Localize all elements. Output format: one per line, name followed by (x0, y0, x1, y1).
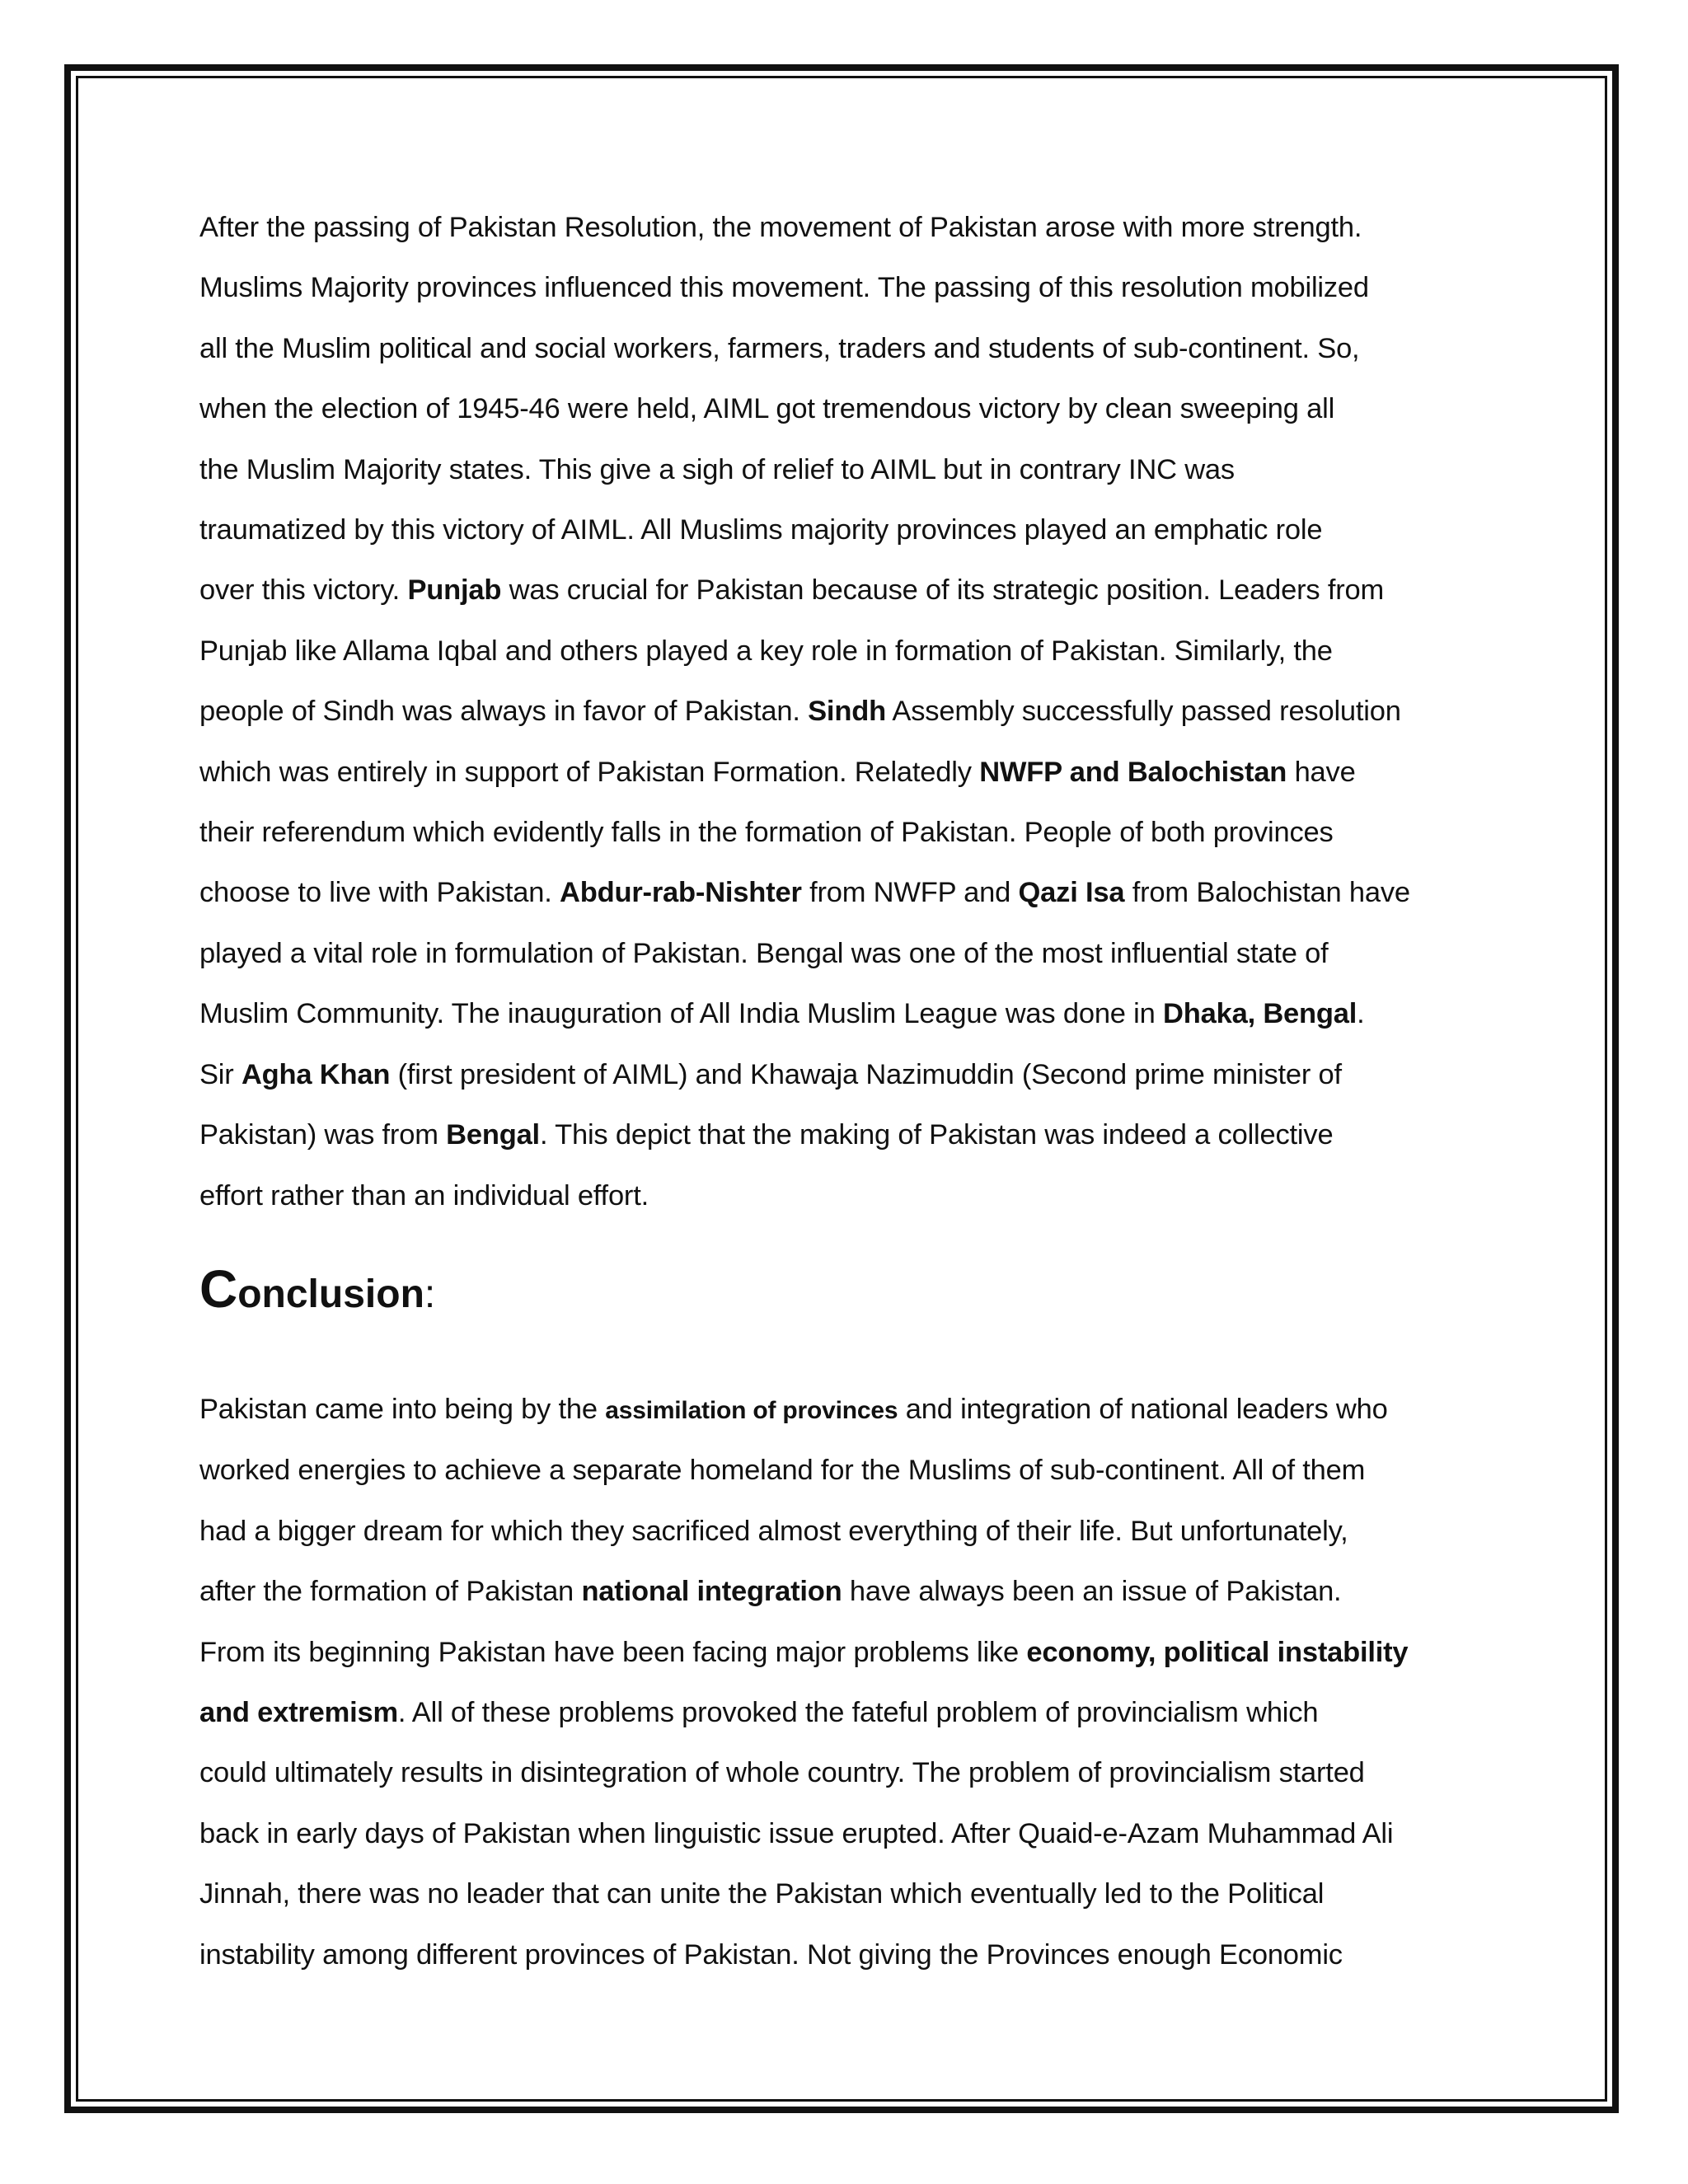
text-line (199, 1166, 1502, 1226)
text-line (199, 560, 1502, 621)
text-run: traumatized by this victory of AIML. All Muslims majority provinces played an emphatic role (199, 514, 1323, 546)
heading-initial: C (199, 1258, 238, 1319)
text-line (199, 319, 1502, 379)
text-line (199, 1045, 1502, 1105)
text-line (199, 682, 1502, 742)
text-run: Pakistan came into being by the (199, 1393, 606, 1425)
text-run: their referendum which evidently falls in the formation of Pakistan. People of both provinces (199, 817, 1334, 849)
paragraph-conclusion (199, 1380, 1502, 1985)
text-run: played a vital role in formulation of Pakistan. Bengal was one of the most influential state of (199, 937, 1329, 969)
text-line (199, 1380, 1502, 1441)
text-run: Sir (199, 1058, 241, 1090)
text-run: was crucial for Pakistan because of its strategic position. Leaders from (501, 574, 1385, 607)
text-run: From its beginning Pakistan have been facing major problems like (199, 1636, 1027, 1668)
text-line (199, 1743, 1502, 1803)
text-line (199, 924, 1502, 984)
conclusion-heading (199, 1256, 1502, 1355)
text-run: when the election of 1945-46 were held, AIML got tremendous victory by clean sweeping all (199, 393, 1335, 425)
document-content (199, 198, 1502, 1985)
text-line (199, 198, 1502, 258)
bold-phrase: Bengal (446, 1119, 540, 1151)
bold-phrase: and extremism (199, 1696, 398, 1728)
text-run: all the Muslim political and social workers, farmers, traders and students of sub-continent. So, (199, 332, 1360, 364)
text-line (199, 258, 1502, 318)
text-line (199, 1864, 1502, 1924)
text-run: have (1287, 756, 1356, 788)
bold-phrase: Dhaka, Bengal (1163, 998, 1357, 1030)
text-line (199, 803, 1502, 863)
bold-phrase: Qazi Isa (1018, 877, 1125, 909)
text-line (199, 379, 1502, 439)
text-run: from Balochistan have (1124, 877, 1410, 909)
bold-phrase: economy, political instability (1026, 1636, 1409, 1668)
text-line (199, 1441, 1502, 1501)
text-run: Punjab like Allama Iqbal and others played a key role in formation of Pakistan. Similarly, the (199, 635, 1333, 667)
text-run: Muslim Community. The inauguration of All India Muslim League was done in (199, 998, 1164, 1030)
text-run: could ultimately results in disintegration of whole country. The problem of provincialism started (199, 1757, 1365, 1789)
text-run: . This depict that the making of Pakistan was indeed a collective (539, 1119, 1334, 1151)
text-run: After the passing of Pakistan Resolution, the movement of Pakistan arose with more strength. (199, 212, 1362, 243)
bold-phrase: Agha Khan (241, 1058, 391, 1090)
bold-phrase: NWFP and Balochistan (979, 756, 1287, 788)
paragraph-provinces-role (199, 198, 1502, 1226)
bold-phrase: Abdur-rab-Nishter (559, 877, 802, 909)
text-run: over this victory. (199, 574, 408, 607)
text-line (199, 984, 1502, 1044)
text-run: instability among different provinces of Pakistan. Not giving the Provinces enough Economic (199, 1938, 1343, 1971)
text-run: (first president of AIML) and Khawaja Nazimuddin (Second prime minister of (390, 1058, 1342, 1090)
bold-phrase: Punjab (407, 574, 502, 607)
text-line (199, 1562, 1502, 1622)
text-run: Pakistan) was from (199, 1119, 447, 1151)
text-line (199, 1623, 1502, 1683)
text-run: after the formation of Pakistan (199, 1576, 582, 1608)
text-run: the Muslim Majority states. This give a sigh of relief to AIML but in contrary INC was (199, 453, 1235, 485)
bold-phrase: national integration (581, 1576, 842, 1608)
text-line (199, 1804, 1502, 1864)
text-run: had a bigger dream for which they sacrificed almost everything of their life. But unfortunately, (199, 1515, 1348, 1547)
text-run: effort rather than an individual effort. (199, 1179, 649, 1212)
text-run: choose to live with Pakistan. (199, 877, 560, 909)
heading-colon: : (424, 1272, 436, 1316)
text-run: Muslims Majority provinces influenced this movement. The passing of this resolution mobilized (199, 272, 1369, 304)
text-run: worked energies to achieve a separate homeland for the Muslims of sub-continent. All of them (199, 1455, 1366, 1487)
text-run: from NWFP and (801, 877, 1019, 909)
text-line (199, 1105, 1502, 1165)
text-line (199, 863, 1502, 923)
text-run: which was entirely in support of Pakistan Formation. Relatedly (199, 756, 980, 788)
bold-phrase: Sindh (808, 696, 886, 728)
text-run: . (1357, 998, 1365, 1030)
text-run: people of Sindh was always in favor of Pakistan. (199, 696, 809, 728)
text-run: back in early days of Pakistan when linguistic issue erupted. After Quaid-e-Azam Muhammad Ali (199, 1817, 1394, 1849)
text-line (199, 1683, 1502, 1743)
text-line (199, 621, 1502, 682)
text-line (199, 1502, 1502, 1562)
heading-text: onclusion (237, 1272, 424, 1316)
text-line (199, 440, 1502, 500)
text-run: have always been an issue of Pakistan. (842, 1576, 1342, 1608)
text-run: . All of these problems provoked the fateful problem of provincialism which (397, 1696, 1319, 1728)
bold-phrase: assimilation of provinces (605, 1396, 898, 1424)
text-line (199, 500, 1502, 560)
text-run: Jinnah, there was no leader that can unite the Pakistan which eventually led to the Political (199, 1878, 1325, 1910)
text-line (199, 743, 1502, 803)
text-run: Assembly successfully passed resolution (885, 696, 1401, 728)
text-run: and integration of national leaders who (898, 1393, 1388, 1425)
text-line (199, 1925, 1502, 1985)
